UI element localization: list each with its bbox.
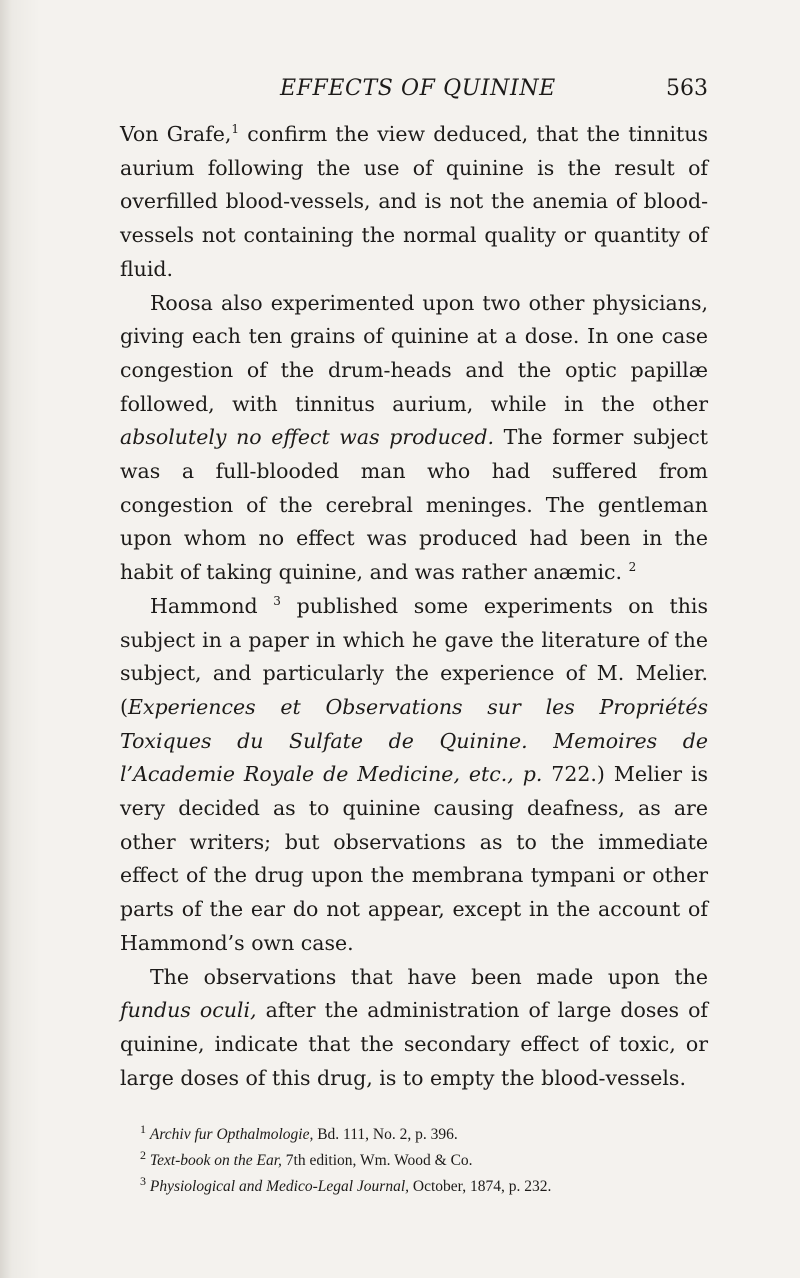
- text-run: Hammond: [150, 593, 274, 618]
- running-head: EFFECTS OF QUININE: [280, 76, 556, 101]
- footnotes: [140, 1122, 720, 1200]
- italic-text: Text-book on the Ear,: [149, 1152, 282, 1169]
- footnote: [140, 1174, 720, 1200]
- footnote: [140, 1148, 720, 1174]
- text-run: confirm the view deduced, that the tinnitus aurium following the use of quinine is the result of overfilled blood-vessels, and is not the anemia of blood-vessels not containing the normal quality or quantity of fluid.: [120, 122, 708, 281]
- text-run: The observations that have been made upon the: [150, 964, 708, 989]
- paragraph: [120, 590, 708, 961]
- text-run: 7th edition, Wm. Wood & Co.: [281, 1152, 473, 1169]
- footnote-number: 1: [140, 1121, 146, 1136]
- text-run: The former subject was a full-blooded man who had suffered from congestion of the cerebral meninges. The gentleman upon whom no effect was produced had been in the habit of taking quinine, and was rather anæmic.: [120, 425, 708, 585]
- text-run: published some experiments on this subject in a paper in which he gave the literature of the subject, and particularly the experience of M. Melier. (: [120, 593, 709, 719]
- text-run: Von Grafe,: [120, 122, 232, 146]
- footnote: [140, 1122, 720, 1148]
- paragraph: [120, 287, 708, 590]
- italic-text: Experiences et Observations sur les Propriétés Toxiques du Sulfate de Quinine. Memoires de l’Academie Royale de Medicine, etc., p.: [120, 694, 708, 787]
- paragraph: [120, 961, 708, 1096]
- text-run: after the administration of large doses of quinine, indicate that the secondary effect of toxic, or large doses of this drug, is to empty the blood-vessels.: [120, 998, 708, 1090]
- page-number: 563: [666, 76, 708, 101]
- footnote-reference: 3: [273, 594, 281, 609]
- footnote-number: 3: [140, 1173, 146, 1188]
- text-run: 722.) Melier is very decided as to quinine causing deafness, as are other writers; but observations as to the immediate effect of the drug upon the membrana tympani or other parts of the ear do not appear, except in the account of Hammond’s own case.: [120, 762, 709, 955]
- text-run: October, 1874, p. 232.: [409, 1178, 552, 1195]
- text-run: Roosa also experimented upon two other physicians, giving each ten grains of quinine at a dose. In one case congestion of the drum-heads and the optic papillæ followed, with tinnitus aurium, while in the other: [120, 290, 708, 416]
- footnote-reference: 1: [231, 122, 239, 137]
- italic-text: fundus oculi,: [120, 998, 257, 1023]
- body-text: [120, 118, 708, 1095]
- footnote-number: 2: [140, 1147, 146, 1162]
- footnote-reference: 2: [628, 560, 637, 575]
- page-header: [120, 76, 708, 106]
- italic-text: Physiological and Medico-Legal Journal,: [149, 1178, 410, 1195]
- paragraph: [120, 118, 708, 287]
- italic-text: Archiv fur Opthalmologie,: [149, 1126, 314, 1143]
- text-run: Bd. 111, No. 2, p. 396.: [313, 1126, 458, 1143]
- italic-text: absolutely no effect was produced.: [120, 425, 495, 450]
